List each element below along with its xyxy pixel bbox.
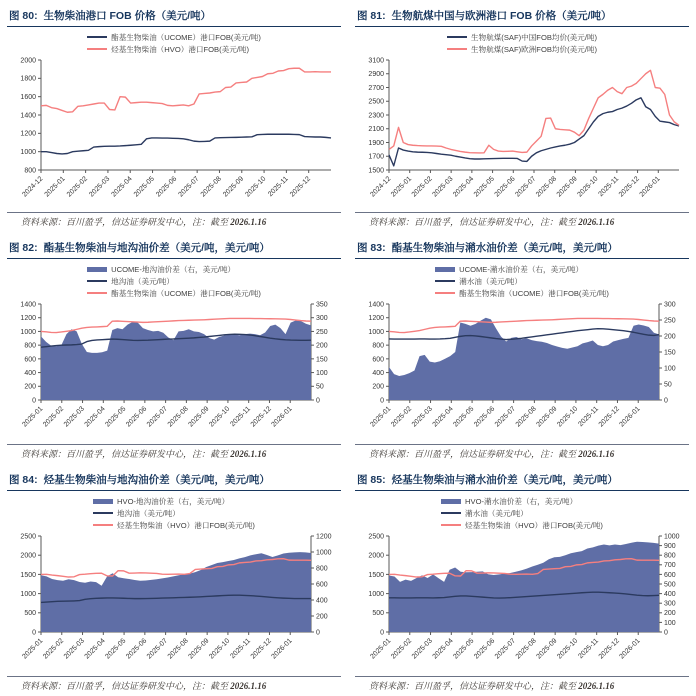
legend-item — [87, 263, 261, 275]
svg-text:3100: 3100 — [368, 57, 384, 65]
svg-text:1700: 1700 — [368, 153, 384, 161]
svg-text:2025-11: 2025-11 — [577, 405, 601, 429]
area-series — [41, 552, 311, 632]
title-divider — [355, 490, 689, 491]
legend-item — [93, 507, 255, 519]
svg-text:600: 600 — [372, 356, 384, 364]
panel-fig-85 — [348, 464, 696, 696]
svg-text:300: 300 — [664, 600, 676, 608]
legend-item — [441, 507, 603, 519]
svg-text:2025-10: 2025-10 — [576, 175, 600, 199]
svg-text:2025-09: 2025-09 — [535, 405, 559, 429]
svg-text:2025-10: 2025-10 — [208, 637, 232, 661]
svg-text:2025-04: 2025-04 — [431, 637, 455, 661]
svg-text:1900: 1900 — [368, 139, 384, 147]
source-text: 资料来源：百川盈孚，信达证券研发中心，注：截至 — [21, 217, 231, 227]
line-swatch-icon — [87, 36, 107, 38]
svg-text:2025-06: 2025-06 — [473, 637, 497, 661]
svg-text:100: 100 — [664, 365, 676, 373]
svg-text:200: 200 — [316, 342, 328, 350]
area-swatch-icon — [87, 267, 107, 272]
x-axis-labels — [369, 400, 641, 429]
svg-text:0: 0 — [316, 629, 320, 637]
svg-text:2025-12: 2025-12 — [617, 175, 641, 199]
chart-fig-84 — [7, 531, 343, 665]
svg-text:1400: 1400 — [20, 301, 36, 309]
footer-divider — [7, 444, 341, 445]
legend-item — [447, 43, 597, 55]
svg-text:2025-09: 2025-09 — [187, 405, 211, 429]
x-axis-labels — [21, 400, 293, 429]
legend-item — [93, 495, 255, 507]
legend-item — [93, 519, 255, 531]
chart-fig-81 — [355, 55, 691, 203]
svg-text:2500: 2500 — [20, 533, 36, 541]
chart-fig-80 — [7, 55, 343, 203]
chart-title — [355, 238, 689, 258]
figure-title-text: 酯基生物柴油与潲水油价差（美元/吨，美元/吨） — [391, 242, 618, 254]
figure-title-text: 烃基生物柴油与地沟油价差（美元/吨，美元/吨） — [43, 474, 270, 486]
footer-divider — [355, 212, 689, 213]
svg-text:400: 400 — [316, 597, 328, 605]
svg-text:1200: 1200 — [20, 315, 36, 323]
svg-text:1600: 1600 — [20, 94, 36, 102]
svg-text:2026-01: 2026-01 — [270, 405, 294, 429]
svg-text:800: 800 — [24, 167, 36, 175]
title-divider — [7, 26, 341, 27]
panel-fig-83 — [348, 232, 696, 464]
svg-text:2025-02: 2025-02 — [42, 405, 66, 429]
svg-text:1200: 1200 — [316, 533, 332, 541]
chart-fig-85 — [355, 531, 691, 665]
svg-text:2025-09: 2025-09 — [187, 637, 211, 661]
svg-text:2025-09: 2025-09 — [535, 637, 559, 661]
figure-number: 图 84: — [9, 474, 38, 486]
svg-text:2026-01: 2026-01 — [618, 637, 642, 661]
legend-label: 生物航煤(SAF)中国FOB均价(美元/吨) — [470, 32, 598, 42]
source-text: 资料来源：百川盈孚，信达证券研发中心，注：截至 — [369, 449, 579, 459]
svg-text:2025-10: 2025-10 — [556, 405, 580, 429]
svg-text:2025-04: 2025-04 — [110, 175, 134, 199]
svg-text:2025-12: 2025-12 — [249, 405, 273, 429]
line-series — [389, 70, 679, 153]
svg-text:1200: 1200 — [20, 130, 36, 138]
source-note — [7, 212, 341, 228]
svg-text:2000: 2000 — [20, 57, 36, 65]
svg-text:2700: 2700 — [368, 84, 384, 92]
svg-text:2025-02: 2025-02 — [42, 637, 66, 661]
svg-text:500: 500 — [372, 610, 384, 618]
svg-text:1800: 1800 — [20, 75, 36, 83]
legend-item — [87, 31, 261, 43]
legend-item — [447, 31, 597, 43]
chart-title — [355, 6, 689, 26]
svg-text:2026-01: 2026-01 — [638, 175, 662, 199]
svg-text:2000: 2000 — [20, 552, 36, 560]
svg-text:2025-05: 2025-05 — [132, 175, 156, 199]
svg-text:1000: 1000 — [664, 533, 680, 541]
line-swatch-icon — [441, 524, 461, 526]
svg-text:2025-05: 2025-05 — [452, 405, 476, 429]
svg-text:2026-01: 2026-01 — [270, 637, 294, 661]
svg-text:300: 300 — [316, 315, 328, 323]
svg-text:2025-01: 2025-01 — [369, 405, 393, 429]
figure-number: 图 82: — [9, 242, 38, 254]
svg-text:2025-08: 2025-08 — [166, 637, 190, 661]
svg-text:2025-03: 2025-03 — [88, 175, 112, 199]
svg-text:250: 250 — [664, 317, 676, 325]
line-swatch-icon — [447, 48, 467, 50]
title-divider — [7, 490, 341, 491]
svg-text:2025-03: 2025-03 — [410, 405, 434, 429]
figure-number: 图 85: — [357, 474, 386, 486]
svg-text:0: 0 — [316, 397, 320, 405]
footer-divider — [355, 676, 689, 677]
source-date: 2026.1.16 — [230, 217, 267, 227]
svg-text:2000: 2000 — [368, 552, 384, 560]
line-swatch-icon — [87, 280, 107, 282]
source-note — [7, 676, 341, 692]
svg-text:2025-07: 2025-07 — [145, 405, 170, 429]
svg-text:2025-06: 2025-06 — [493, 175, 517, 199]
source-text: 资料来源：百川盈孚，信达证券研发中心，注：截至 — [21, 681, 231, 691]
svg-text:600: 600 — [664, 571, 676, 579]
svg-text:2025-06: 2025-06 — [125, 637, 149, 661]
svg-text:2025-08: 2025-08 — [514, 405, 538, 429]
legend-label: 酯基生物柴油（UCOME）港口FOB(美元/吨) — [459, 288, 609, 298]
legend-label: 地沟油（美元/吨） — [111, 276, 174, 286]
svg-text:2025-12: 2025-12 — [597, 637, 621, 661]
legend-item — [441, 519, 603, 531]
title-divider — [355, 26, 689, 27]
axes — [20, 57, 331, 174]
figure-number: 图 83: — [357, 242, 386, 254]
svg-text:2025-01: 2025-01 — [21, 637, 45, 661]
svg-text:2025-06: 2025-06 — [125, 405, 149, 429]
axes — [368, 57, 679, 174]
source-note — [355, 212, 689, 228]
svg-text:2024-12: 2024-12 — [369, 175, 393, 199]
svg-text:2025-01: 2025-01 — [369, 637, 393, 661]
footer-divider — [355, 444, 689, 445]
svg-text:1200: 1200 — [368, 315, 384, 323]
source-text: 资料来源：百川盈孚，信达证券研发中心，注：截至 — [21, 449, 231, 459]
svg-text:800: 800 — [372, 342, 384, 350]
svg-text:1000: 1000 — [316, 549, 332, 557]
figure-title-text: 烃基生物柴油与潲水油价差（美元/吨，美元/吨） — [391, 474, 618, 486]
source-note — [355, 444, 689, 460]
line-series — [41, 134, 331, 154]
panel-fig-84 — [0, 464, 348, 696]
legend-label: HVO-地沟油价差（右，美元/吨） — [117, 496, 230, 506]
source-date: 2026.1.16 — [230, 681, 267, 691]
svg-text:2025-01: 2025-01 — [43, 175, 67, 199]
svg-text:1400: 1400 — [20, 112, 36, 120]
title-divider — [7, 258, 341, 259]
svg-text:1500: 1500 — [20, 571, 36, 579]
svg-text:1500: 1500 — [368, 167, 384, 175]
legend-item — [435, 275, 609, 287]
legend-label: UCOME-潲水油价差（右，美元/吨） — [459, 264, 584, 274]
figure-title-text: 生物柴油港口 FOB 价格（美元/吨） — [43, 10, 212, 22]
svg-text:150: 150 — [664, 349, 676, 357]
panel-fig-81 — [348, 0, 696, 232]
legend-item — [87, 43, 261, 55]
svg-text:2025-03: 2025-03 — [410, 637, 434, 661]
svg-text:2025-10: 2025-10 — [244, 175, 268, 199]
x-axis-labels — [21, 632, 293, 661]
legend-label: 酯基生物柴油（UCOME）港口FOB(美元/吨) — [111, 288, 261, 298]
svg-text:400: 400 — [24, 369, 36, 377]
svg-text:200: 200 — [664, 333, 676, 341]
legend — [441, 495, 603, 531]
svg-text:2025-04: 2025-04 — [431, 405, 455, 429]
svg-text:2025-07: 2025-07 — [493, 405, 518, 429]
svg-text:2025-02: 2025-02 — [390, 405, 414, 429]
legend — [447, 31, 597, 55]
svg-text:200: 200 — [372, 383, 384, 391]
svg-text:800: 800 — [316, 565, 328, 573]
svg-text:2025-11: 2025-11 — [229, 405, 253, 429]
legend-item — [441, 495, 603, 507]
area-swatch-icon — [435, 267, 455, 272]
source-text: 资料来源：百川盈孚，信达证券研发中心，注：截至 — [369, 217, 579, 227]
svg-text:700: 700 — [664, 562, 676, 570]
svg-text:2025-07: 2025-07 — [514, 175, 538, 199]
svg-text:2025-02: 2025-02 — [65, 175, 90, 199]
svg-text:2025-08: 2025-08 — [535, 175, 559, 199]
svg-text:2025-01: 2025-01 — [390, 175, 414, 199]
svg-text:2025-06: 2025-06 — [155, 175, 179, 199]
legend-label: 潲水油（美元/吨） — [459, 276, 522, 286]
svg-text:2025-07: 2025-07 — [177, 175, 201, 199]
svg-text:500: 500 — [24, 610, 36, 618]
svg-text:2900: 2900 — [368, 71, 384, 79]
svg-text:800: 800 — [664, 552, 676, 560]
legend — [435, 263, 609, 299]
legend — [87, 31, 261, 55]
line-swatch-icon — [435, 280, 455, 282]
svg-text:500: 500 — [664, 581, 676, 589]
legend-label: 烃基生物柴油（HVO）港口FOB(美元/吨) — [465, 520, 603, 530]
svg-text:2025-03: 2025-03 — [62, 637, 86, 661]
svg-text:2500: 2500 — [368, 533, 384, 541]
svg-text:2025-11: 2025-11 — [229, 637, 253, 661]
svg-text:2100: 2100 — [368, 126, 384, 134]
legend — [93, 495, 255, 531]
svg-text:50: 50 — [664, 381, 672, 389]
svg-text:600: 600 — [24, 356, 36, 364]
svg-text:2025-07: 2025-07 — [493, 637, 518, 661]
svg-text:1000: 1000 — [368, 591, 384, 598]
svg-text:2025-07: 2025-07 — [145, 637, 170, 661]
legend-item — [435, 263, 609, 275]
legend-label: 地沟油（美元/吨） — [117, 508, 180, 518]
svg-text:2025-11: 2025-11 — [597, 175, 621, 199]
svg-text:200: 200 — [664, 610, 676, 618]
svg-text:100: 100 — [316, 369, 328, 377]
svg-text:2025-02: 2025-02 — [390, 637, 414, 661]
svg-text:2025-12: 2025-12 — [597, 405, 621, 429]
svg-text:0: 0 — [664, 629, 668, 637]
svg-text:2025-08: 2025-08 — [166, 405, 190, 429]
legend-item — [87, 287, 261, 299]
figure-number: 图 81: — [357, 10, 386, 22]
x-axis-labels — [369, 632, 641, 661]
svg-text:0: 0 — [32, 629, 36, 637]
svg-text:0: 0 — [664, 397, 668, 405]
svg-text:2024-12: 2024-12 — [21, 175, 45, 199]
svg-text:2025-12: 2025-12 — [288, 175, 313, 199]
svg-text:2025-08: 2025-08 — [514, 637, 538, 661]
line-swatch-icon — [87, 292, 107, 294]
svg-text:1000: 1000 — [368, 328, 384, 336]
svg-text:2025-08: 2025-08 — [199, 175, 223, 199]
svg-text:400: 400 — [664, 591, 676, 598]
svg-text:2500: 2500 — [368, 98, 384, 106]
svg-text:0: 0 — [380, 629, 384, 637]
legend-item — [435, 287, 609, 299]
chart-title — [7, 470, 341, 490]
chart-title — [355, 470, 689, 490]
svg-text:250: 250 — [316, 328, 328, 336]
svg-text:2025-10: 2025-10 — [556, 637, 580, 661]
svg-text:150: 150 — [316, 356, 328, 364]
x-axis-labels — [21, 170, 312, 199]
svg-text:2025-06: 2025-06 — [473, 405, 497, 429]
figure-number: 图 80: — [9, 10, 38, 22]
svg-text:2025-04: 2025-04 — [452, 175, 476, 199]
svg-text:300: 300 — [664, 301, 676, 309]
svg-text:2025-01: 2025-01 — [21, 405, 45, 429]
svg-text:2025-11: 2025-11 — [267, 175, 290, 199]
svg-text:0: 0 — [32, 397, 36, 405]
svg-text:50: 50 — [316, 383, 324, 391]
svg-text:200: 200 — [24, 383, 36, 391]
line-swatch-icon — [441, 512, 461, 514]
svg-text:1400: 1400 — [368, 301, 384, 309]
area-swatch-icon — [441, 499, 461, 504]
svg-text:2300: 2300 — [368, 112, 384, 120]
svg-text:2026-01: 2026-01 — [618, 405, 642, 429]
svg-text:2025-11: 2025-11 — [577, 637, 601, 661]
panel-fig-80 — [0, 0, 348, 232]
legend-item — [87, 275, 261, 287]
svg-text:600: 600 — [316, 581, 328, 589]
legend-label: 烃基生物柴油（HVO）港口FOB(美元/吨) — [117, 520, 255, 530]
source-note — [355, 676, 689, 692]
source-date: 2026.1.16 — [230, 449, 267, 459]
line-swatch-icon — [93, 524, 113, 526]
svg-text:2025-12: 2025-12 — [249, 637, 273, 661]
line-swatch-icon — [93, 512, 113, 514]
area-series — [389, 542, 659, 632]
svg-text:2025-03: 2025-03 — [62, 405, 86, 429]
title-divider — [355, 258, 689, 259]
svg-text:2025-05: 2025-05 — [104, 637, 128, 661]
svg-text:2025-03: 2025-03 — [431, 175, 455, 199]
source-note — [7, 444, 341, 460]
line-swatch-icon — [87, 48, 107, 50]
svg-text:2025-09: 2025-09 — [555, 175, 579, 199]
svg-text:2025-09: 2025-09 — [222, 175, 246, 199]
legend-label: 生物航煤(SAF)欧洲FOB均价(美元/吨) — [470, 44, 598, 54]
svg-text:2025-10: 2025-10 — [208, 405, 232, 429]
svg-text:400: 400 — [372, 369, 384, 377]
area-series — [41, 320, 311, 400]
line-swatch-icon — [435, 292, 455, 294]
chart-fig-82 — [7, 299, 343, 433]
svg-text:2025-05: 2025-05 — [452, 637, 476, 661]
svg-text:1500: 1500 — [368, 571, 384, 579]
line-series — [389, 329, 659, 340]
svg-text:1000: 1000 — [20, 328, 36, 336]
chart-title — [7, 6, 341, 26]
area-swatch-icon — [93, 499, 113, 504]
panel-fig-82 — [0, 232, 348, 464]
chart-title — [7, 238, 341, 258]
svg-text:350: 350 — [316, 301, 328, 309]
legend-label: HVO-潲水油价差（右，美元/吨） — [465, 496, 578, 506]
chart-fig-83 — [355, 299, 691, 433]
svg-text:0: 0 — [380, 397, 384, 405]
footer-divider — [7, 676, 341, 677]
svg-text:800: 800 — [24, 342, 36, 350]
svg-text:1000: 1000 — [20, 591, 36, 598]
figure-title-text: 生物航煤中国与欧洲港口 FOB 价格（美元/吨） — [391, 10, 612, 22]
source-date: 2026.1.16 — [578, 681, 615, 691]
line-series — [389, 98, 679, 166]
legend — [87, 263, 261, 299]
line-swatch-icon — [447, 36, 467, 38]
svg-text:2025-05: 2025-05 — [472, 175, 496, 199]
legend-label: 烃基生物柴油（HVO）港口FOB(美元/吨) — [111, 44, 250, 54]
source-text: 资料来源：百川盈孚，信达证券研发中心，注：截至 — [369, 681, 579, 691]
svg-text:900: 900 — [664, 543, 676, 550]
svg-text:200: 200 — [316, 613, 328, 621]
source-date: 2026.1.16 — [578, 449, 615, 459]
svg-text:2025-02: 2025-02 — [410, 175, 434, 199]
footer-divider — [7, 212, 341, 213]
x-axis-labels — [369, 170, 661, 199]
source-date: 2026.1.16 — [578, 217, 615, 227]
svg-text:2025-04: 2025-04 — [83, 637, 107, 661]
svg-text:100: 100 — [664, 619, 676, 627]
svg-text:1000: 1000 — [20, 149, 36, 157]
svg-text:2025-04: 2025-04 — [83, 405, 107, 429]
legend-label: UCOME-地沟油价差（右，美元/吨） — [111, 264, 236, 274]
line-series — [41, 68, 331, 112]
figure-title-text: 酯基生物柴油与地沟油价差（美元/吨，美元/吨） — [43, 242, 270, 254]
legend-label: 酯基生物柴油（UCOME）港口FOB(美元/吨) — [111, 32, 261, 42]
svg-text:2025-05: 2025-05 — [104, 405, 128, 429]
legend-label: 潲水油（美元/吨） — [465, 508, 528, 518]
